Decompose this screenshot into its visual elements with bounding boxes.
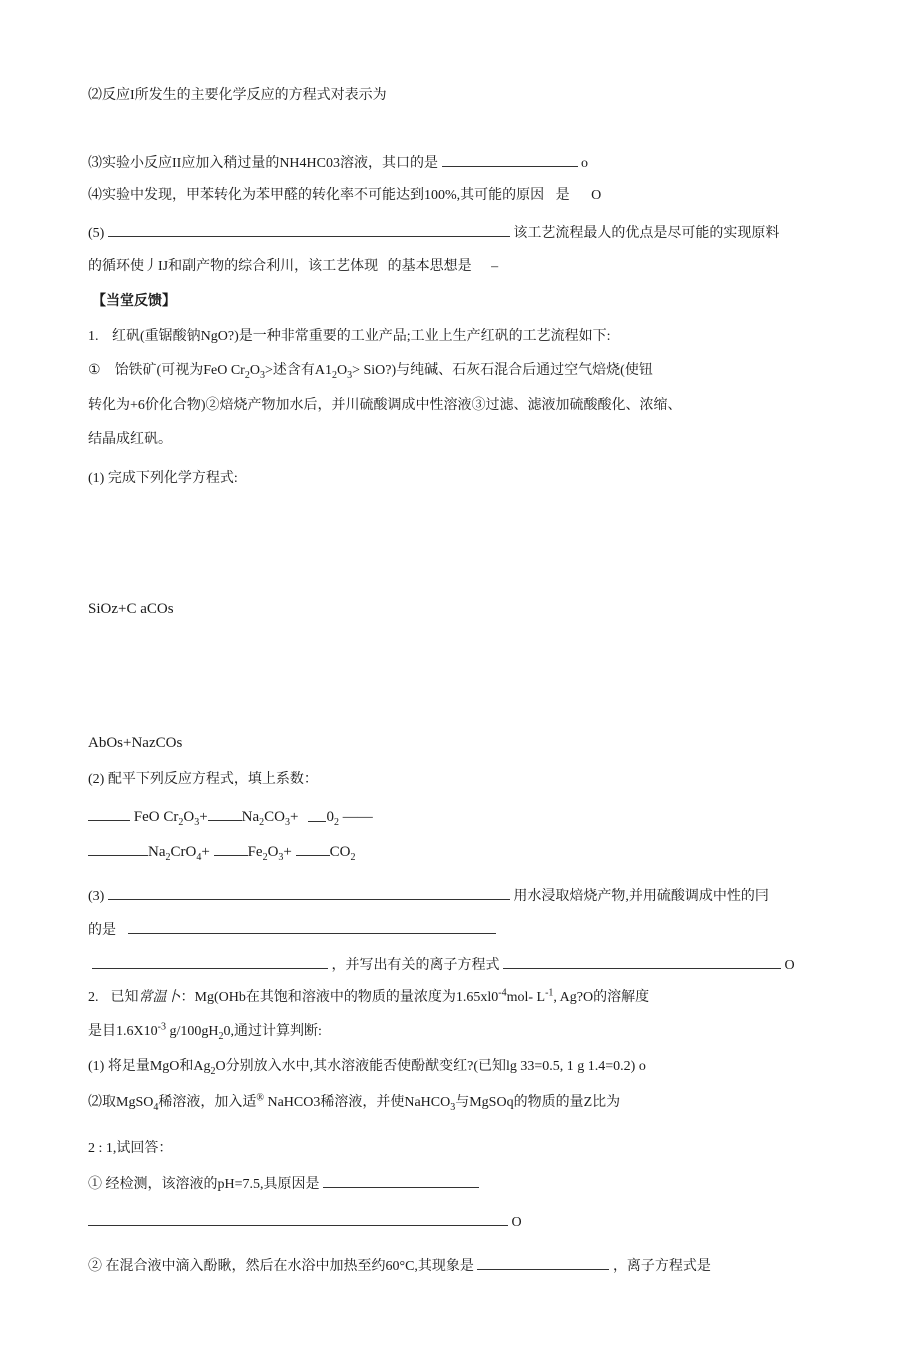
question-4-line	[88, 186, 601, 206]
problem-2-number: 2.	[88, 990, 99, 1005]
problem-1-q3	[88, 885, 769, 907]
equation-1: SiOz+C aCOs	[88, 601, 174, 617]
question-3-line	[88, 152, 588, 174]
answer-blank[interactable]	[442, 152, 578, 167]
problem-1-step-2: 转化为+6价化合物)②焙烧产物加水后，并川硫酸调成中性溶液③过滤、滤液加硫酸酸化、浓缩、	[88, 398, 682, 413]
question-text: ② 在混合液中滴入酚瞅，然后在水浴中加热至约60°C,其现象是	[88, 1259, 474, 1274]
formula: CO	[264, 809, 285, 825]
subscript: 2	[331, 369, 337, 381]
plus: +	[201, 844, 210, 860]
subscript: 3	[194, 817, 200, 828]
subscript: 2	[210, 1065, 216, 1077]
formula: Na	[148, 844, 166, 860]
answer-blank[interactable]	[92, 954, 328, 969]
step-1-text: 饴铁矿(可视为FeO Cr	[114, 363, 245, 378]
problem-1-step-3: 结晶成红矾。	[88, 432, 172, 447]
equation-2: AbOs+NazCOs	[88, 735, 183, 751]
problem-2-sub-1	[88, 1173, 479, 1195]
question-3-end: o	[581, 156, 588, 171]
question-4-is: 是	[555, 188, 570, 203]
coefficient-blank[interactable]	[88, 841, 148, 856]
superscript: -1	[545, 987, 554, 999]
subscript: 2	[218, 1030, 224, 1042]
problem-1-q3-ion	[92, 954, 795, 976]
answer-blank[interactable]	[477, 1255, 609, 1270]
question-end: O	[511, 1215, 522, 1230]
formula: O	[183, 809, 195, 825]
step-1-text: O	[249, 363, 260, 378]
problem-1-step-1	[88, 361, 653, 381]
question-5-cont	[88, 257, 498, 277]
question-text: 的是	[88, 923, 116, 938]
formula: O	[267, 844, 279, 860]
question-text: ⑵取MgSO	[88, 1095, 154, 1110]
subscript: 3	[450, 1101, 456, 1113]
question-text: 用水浸取焙烧产物,并用硫酸调成中性的冃	[513, 889, 769, 904]
question-text: 与MgSOq的物质的量Z比为	[455, 1095, 621, 1110]
subscript: 2	[165, 852, 171, 863]
question-text: ，离子方程式是	[612, 1259, 711, 1274]
problem-2-text: ：Mg(OHb在其饱和溶液中的物质的量浓度为1.65xl0	[180, 990, 499, 1005]
coefficient-blank[interactable]	[296, 841, 330, 856]
subscript: 3	[285, 817, 290, 828]
problem-2-sub-1-cont	[88, 1211, 522, 1233]
step-1-text: O	[336, 363, 348, 378]
answer-blank[interactable]	[503, 954, 781, 969]
problem-2-sub-2	[88, 1255, 711, 1277]
problem-2-text: g/100gH	[165, 1024, 219, 1039]
section-title: 【当堂反馈】	[92, 294, 176, 309]
balance-equation-line-1	[88, 806, 373, 827]
problem-2-text: mol- L	[506, 990, 546, 1005]
question-end: O	[784, 958, 795, 973]
plus: +	[283, 844, 292, 860]
formula: FeO Cr	[133, 809, 179, 825]
question-text: (1) 将足量MgO和Ag	[88, 1059, 211, 1074]
subscript: 4	[196, 852, 202, 863]
problem-2-text: 0,通过计算判断:	[223, 1024, 322, 1039]
coefficient-blank[interactable]	[88, 806, 130, 821]
circle-1: ①	[88, 363, 101, 378]
question-text: ① 经检测，该溶液的pH=7.5,具原因是	[88, 1177, 320, 1192]
question-5-text-2: 的循环使丿IJ和副产物的综合利川，该工艺体现	[88, 259, 379, 274]
subscript: 3	[347, 369, 353, 381]
problem-2-ratio: 2 : 1,试回答：	[88, 1141, 173, 1156]
superscript: -4	[498, 987, 507, 999]
step-1-text: > SiO?)与纯碱、石灰石混合后通过空气焙烧(使钮	[352, 363, 653, 378]
problem-2-q2	[88, 1093, 620, 1113]
superscript: ®	[256, 1092, 264, 1104]
question-2-line: ⑵反应I所发生的主要化学反应的方程式对表示为	[88, 88, 387, 103]
formula: CrO	[170, 844, 197, 860]
subscript: 2	[259, 817, 265, 828]
question-text: ，并写出有关的离子方程式	[331, 958, 500, 973]
problem-2-text: 已知	[110, 990, 139, 1005]
arrow: ——	[342, 809, 373, 825]
question-number: (3)	[88, 889, 105, 904]
balance-equation-line-2	[88, 841, 355, 862]
problem-2-q1	[88, 1057, 646, 1077]
problem-2-line-2	[88, 1022, 322, 1042]
coefficient-blank[interactable]	[214, 841, 248, 856]
question-text: NaHCO3稀溶液，并使NaHCO	[263, 1095, 451, 1110]
answer-blank[interactable]	[108, 885, 510, 900]
answer-blank[interactable]	[323, 1173, 479, 1188]
question-text: O分别放入水中,其水溶液能否使酚猷变红?(已知lg 33=0.5, 1 g 1.4=0.2) o	[215, 1059, 646, 1074]
problem-1-q2: (2) 配平下列反应方程式，填上系数：	[88, 772, 318, 787]
step-1-text: >述含有A1	[264, 363, 332, 378]
problem-1-intro	[88, 327, 611, 347]
question-5-number: (5)	[88, 226, 105, 241]
subscript: 2	[178, 817, 184, 828]
plus: +	[199, 809, 208, 825]
formula: 0	[326, 809, 334, 825]
problem-2-text: 是目1.6X10	[88, 1024, 158, 1039]
answer-blank[interactable]	[88, 1211, 508, 1226]
formula: CO	[329, 844, 351, 860]
coefficient-blank[interactable]	[308, 807, 326, 822]
subscript: 2	[262, 852, 268, 863]
superscript: -3	[157, 1021, 166, 1033]
question-5-text: 该工艺流程最人的优点是尽可能的实现原料	[513, 226, 780, 241]
problem-1-q3-cont	[88, 919, 496, 941]
answer-blank[interactable]	[128, 919, 496, 934]
subscript: 2	[333, 817, 339, 828]
formula: Fe	[247, 844, 263, 860]
problem-2-text: , Ag?O的溶解度	[553, 990, 650, 1005]
problem-2-text-italic: 常温卜	[138, 990, 181, 1005]
problem-1-text: 红矾(重锯酸钠NgO?)是一种非常重要的工业产品;工业上生产红矾的工艺流程如下:	[112, 329, 611, 344]
subscript: 3	[278, 852, 284, 863]
subscript: 2	[244, 369, 250, 381]
question-3-text: ⑶实验小反应II应加入稍过量的NH4HC03溶液，其口的是	[88, 156, 438, 171]
problem-2-intro	[88, 988, 649, 1008]
problem-1-q1: (1) 完成下列化学方程式:	[88, 471, 238, 486]
question-5-dash: –	[491, 259, 499, 274]
subscript: 2	[350, 852, 356, 863]
question-4-end: O	[591, 188, 602, 203]
question-5-text-3: 的基本思想是	[387, 259, 472, 274]
question-4-text: ⑷实验中发现，甲苯转化为苯甲醛的转化率不可能达到100%,其可能的原因	[88, 188, 545, 203]
coefficient-blank[interactable]	[208, 806, 242, 821]
subscript: 4	[153, 1101, 159, 1113]
subscript: 3	[259, 369, 265, 381]
question-text: 稀溶液，加入适	[158, 1095, 257, 1110]
plus: +	[290, 809, 299, 825]
answer-blank[interactable]	[108, 222, 510, 237]
formula: Na	[241, 809, 260, 825]
question-5-line	[88, 222, 779, 244]
problem-1-number: 1.	[88, 329, 99, 344]
